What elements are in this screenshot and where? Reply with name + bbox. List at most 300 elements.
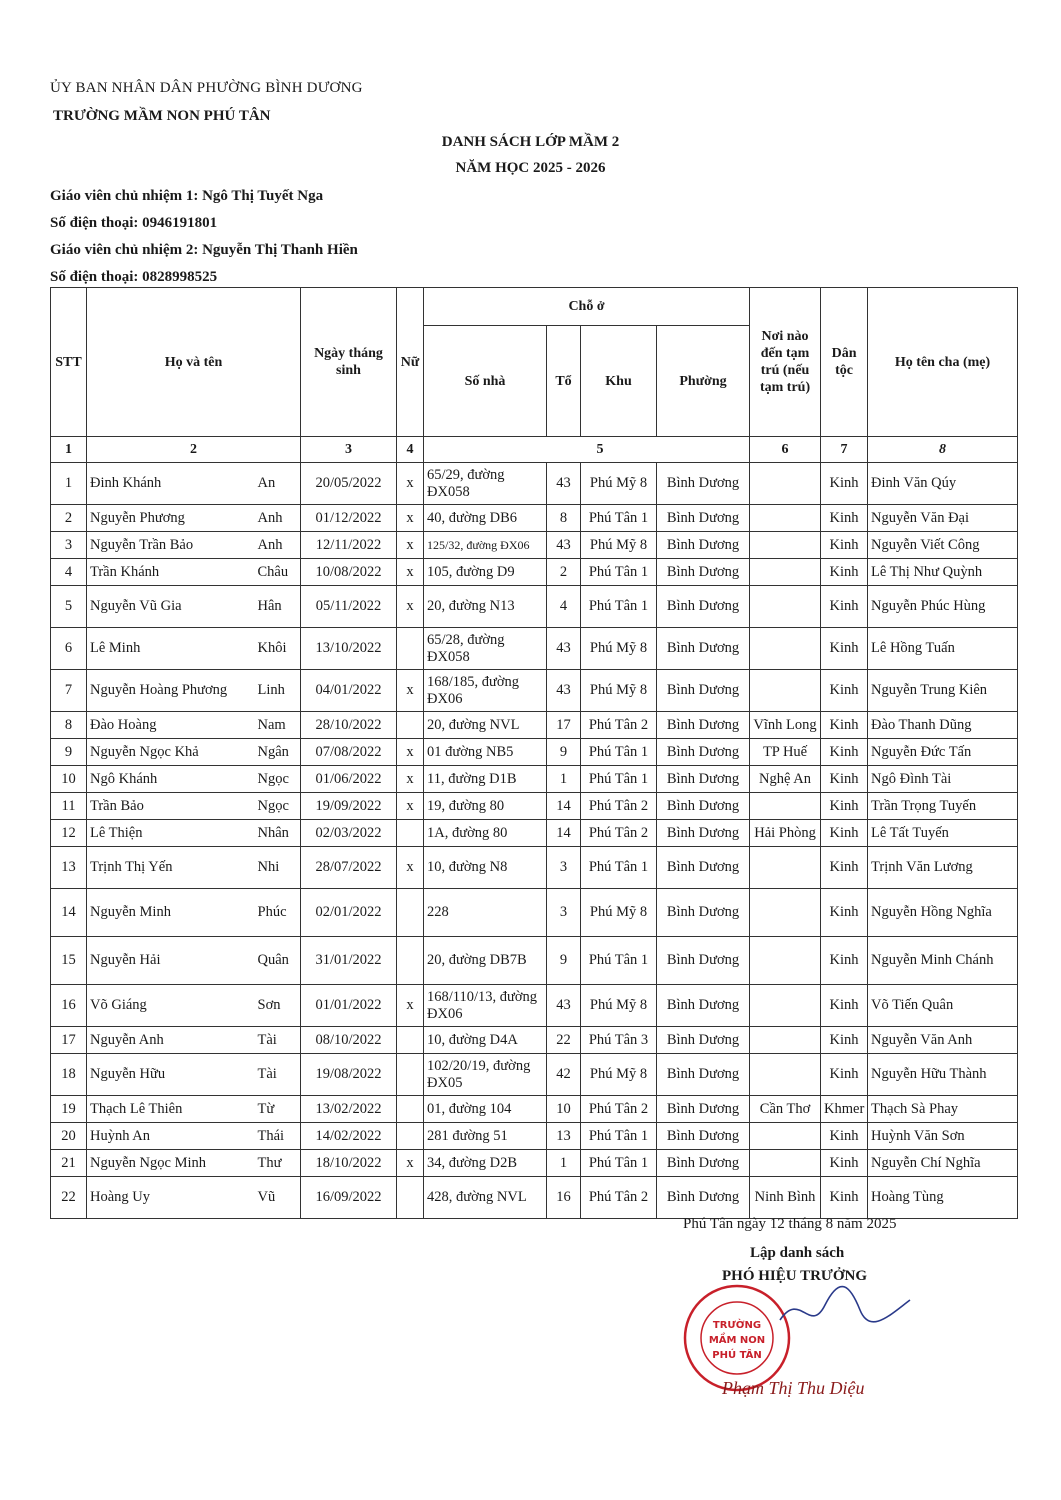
child-first-name: Ngọc bbox=[255, 793, 301, 820]
date-of-birth: 20/05/2022 bbox=[301, 463, 397, 505]
house-number: 34, đường D2B bbox=[424, 1150, 547, 1177]
row-stt: 15 bbox=[51, 937, 87, 985]
ethnicity: Kinh bbox=[821, 985, 868, 1027]
ward-name: Bình Dương bbox=[657, 1150, 750, 1177]
child-first-name: Khôi bbox=[255, 628, 301, 670]
child-first-name: Ngọc bbox=[255, 766, 301, 793]
table-row bbox=[51, 1054, 1018, 1096]
child-first-name: Nam bbox=[255, 712, 301, 739]
table-row bbox=[51, 739, 1018, 766]
header-temp-residence: Nơi nào đến tạm trú (nếu tạm trú) bbox=[750, 288, 821, 437]
house-number: 19, đường 80 bbox=[424, 793, 547, 820]
female-mark bbox=[397, 1096, 424, 1123]
col-number: 3 bbox=[301, 437, 397, 463]
date-of-birth: 04/01/2022 bbox=[301, 670, 397, 712]
table-row bbox=[51, 820, 1018, 847]
date-of-birth: 02/03/2022 bbox=[301, 820, 397, 847]
temp-residence bbox=[750, 1150, 821, 1177]
house-number: 01, đường 104 bbox=[424, 1096, 547, 1123]
house-number: 01 đường NB5 bbox=[424, 739, 547, 766]
child-last-name: Ngô Khánh bbox=[87, 766, 255, 793]
header-female: Nữ bbox=[397, 288, 424, 437]
child-first-name: Anh bbox=[255, 532, 301, 559]
svg-text:MẦM NON: MẦM NON bbox=[708, 1335, 766, 1346]
teacher-2: Giáo viên chủ nhiệm 2: Nguyễn Thị Thanh Hiền bbox=[50, 242, 358, 258]
child-first-name: Nhi bbox=[255, 847, 301, 889]
house-number: 65/29, đường ĐX058 bbox=[424, 463, 547, 505]
row-stt: 1 bbox=[51, 463, 87, 505]
row-stt: 11 bbox=[51, 793, 87, 820]
ethnicity: Kinh bbox=[821, 670, 868, 712]
table-row bbox=[51, 463, 1018, 505]
female-mark bbox=[397, 1054, 424, 1096]
area-name: Phú Mỹ 8 bbox=[581, 628, 657, 670]
row-stt: 8 bbox=[51, 712, 87, 739]
ward-name: Bình Dương bbox=[657, 463, 750, 505]
child-first-name: Linh bbox=[255, 670, 301, 712]
child-first-name: Hân bbox=[255, 586, 301, 628]
ethnicity: Khmer bbox=[821, 1096, 868, 1123]
table-body bbox=[51, 463, 1018, 1219]
ethnicity: Kinh bbox=[821, 628, 868, 670]
table-row bbox=[51, 889, 1018, 937]
ethnicity: Kinh bbox=[821, 820, 868, 847]
col-number: 7 bbox=[821, 437, 868, 463]
table-header bbox=[51, 288, 1018, 463]
child-last-name: Đinh Khánh bbox=[87, 463, 255, 505]
area-name: Phú Tân 1 bbox=[581, 766, 657, 793]
date-of-birth: 01/01/2022 bbox=[301, 985, 397, 1027]
group-number: 14 bbox=[547, 820, 581, 847]
ethnicity: Kinh bbox=[821, 793, 868, 820]
house-number: 168/110/13, đường ĐX06 bbox=[424, 985, 547, 1027]
area-name: Phú Mỹ 8 bbox=[581, 889, 657, 937]
child-last-name: Lê Thiện bbox=[87, 820, 255, 847]
date-of-birth: 16/09/2022 bbox=[301, 1177, 397, 1219]
date-of-birth: 02/01/2022 bbox=[301, 889, 397, 937]
group-number: 10 bbox=[547, 1096, 581, 1123]
date-of-birth: 08/10/2022 bbox=[301, 1027, 397, 1054]
table-row bbox=[51, 793, 1018, 820]
group-number: 14 bbox=[547, 793, 581, 820]
female-mark bbox=[397, 820, 424, 847]
child-first-name: Vũ bbox=[255, 1177, 301, 1219]
temp-residence bbox=[750, 463, 821, 505]
ethnicity: Kinh bbox=[821, 1150, 868, 1177]
house-number: 281 đường 51 bbox=[424, 1123, 547, 1150]
area-name: Phú Tân 2 bbox=[581, 820, 657, 847]
group-number: 42 bbox=[547, 1054, 581, 1096]
group-number: 2 bbox=[547, 559, 581, 586]
female-mark: x bbox=[397, 985, 424, 1027]
col-number: 8 bbox=[868, 437, 1018, 463]
area-name: Phú Tân 2 bbox=[581, 793, 657, 820]
table-row bbox=[51, 712, 1018, 739]
child-last-name: Lê Minh bbox=[87, 628, 255, 670]
group-number: 9 bbox=[547, 739, 581, 766]
col-number: 4 bbox=[397, 437, 424, 463]
house-number: 11, đường D1B bbox=[424, 766, 547, 793]
group-number: 43 bbox=[547, 985, 581, 1027]
child-first-name: Từ bbox=[255, 1096, 301, 1123]
parent-name: Nguyễn Hữu Thành bbox=[868, 1054, 1018, 1096]
child-first-name: Sơn bbox=[255, 985, 301, 1027]
child-last-name: Hoàng Uy bbox=[87, 1177, 255, 1219]
child-first-name: Quân bbox=[255, 937, 301, 985]
child-last-name: Đào Hoàng bbox=[87, 712, 255, 739]
group-number: 43 bbox=[547, 628, 581, 670]
ward-name: Bình Dương bbox=[657, 847, 750, 889]
document-title: DANH SÁCH LỚP MẦM 2 bbox=[441, 134, 620, 150]
table-row bbox=[51, 1096, 1018, 1123]
group-number: 17 bbox=[547, 712, 581, 739]
header-parent: Họ tên cha (mẹ) bbox=[868, 288, 1018, 437]
parent-name: Nguyễn Trung Kiên bbox=[868, 670, 1018, 712]
area-name: Phú Mỹ 8 bbox=[581, 463, 657, 505]
svg-text:TRƯỜNG: TRƯỜNG bbox=[712, 1320, 762, 1331]
row-stt: 3 bbox=[51, 532, 87, 559]
group-number: 3 bbox=[547, 847, 581, 889]
temp-residence bbox=[750, 1027, 821, 1054]
child-last-name: Trần Khánh bbox=[87, 559, 255, 586]
area-name: Phú Tân 2 bbox=[581, 1177, 657, 1219]
house-number: 125/32, đường ĐX06 bbox=[424, 532, 547, 559]
child-first-name: Tài bbox=[255, 1027, 301, 1054]
ward-name: Bình Dương bbox=[657, 985, 750, 1027]
temp-residence: Hải Phòng bbox=[750, 820, 821, 847]
temp-residence bbox=[750, 505, 821, 532]
row-stt: 18 bbox=[51, 1054, 87, 1096]
house-number: 1A, đường 80 bbox=[424, 820, 547, 847]
child-first-name: Châu bbox=[255, 559, 301, 586]
house-number: 428, đường NVL bbox=[424, 1177, 547, 1219]
house-number: 105, đường D9 bbox=[424, 559, 547, 586]
child-last-name: Nguyễn Ngọc Khả bbox=[87, 739, 255, 766]
date-of-birth: 28/10/2022 bbox=[301, 712, 397, 739]
child-first-name: Thái bbox=[255, 1123, 301, 1150]
row-stt: 2 bbox=[51, 505, 87, 532]
date-of-birth: 18/10/2022 bbox=[301, 1150, 397, 1177]
parent-name: Nguyễn Viết Công bbox=[868, 532, 1018, 559]
place-date: Phú Tân ngày 12 tháng 8 năm 2025 bbox=[683, 1216, 897, 1232]
group-number: 1 bbox=[547, 766, 581, 793]
table-row bbox=[51, 586, 1018, 628]
parent-name: Nguyễn Chí Nghĩa bbox=[868, 1150, 1018, 1177]
female-mark: x bbox=[397, 670, 424, 712]
temp-residence bbox=[750, 793, 821, 820]
temp-residence bbox=[750, 847, 821, 889]
header-name: Họ và tên bbox=[87, 288, 301, 437]
parent-name: Đinh Văn Qúy bbox=[868, 463, 1018, 505]
signer-name: Phạm Thị Thu Diệu bbox=[722, 1378, 865, 1398]
group-number: 9 bbox=[547, 937, 581, 985]
child-first-name: Tài bbox=[255, 1054, 301, 1096]
table-row bbox=[51, 1177, 1018, 1219]
row-stt: 17 bbox=[51, 1027, 87, 1054]
table-row bbox=[51, 628, 1018, 670]
date-of-birth: 31/01/2022 bbox=[301, 937, 397, 985]
area-name: Phú Mỹ 8 bbox=[581, 670, 657, 712]
area-name: Phú Tân 1 bbox=[581, 1150, 657, 1177]
row-stt: 16 bbox=[51, 985, 87, 1027]
parent-name: Võ Tiến Quân bbox=[868, 985, 1018, 1027]
female-mark bbox=[397, 1123, 424, 1150]
row-stt: 14 bbox=[51, 889, 87, 937]
temp-residence bbox=[750, 985, 821, 1027]
row-stt: 22 bbox=[51, 1177, 87, 1219]
area-name: Phú Tân 1 bbox=[581, 739, 657, 766]
header-stt: STT bbox=[51, 288, 87, 437]
house-number: 20, đường NVL bbox=[424, 712, 547, 739]
ethnicity: Kinh bbox=[821, 1027, 868, 1054]
ward-name: Bình Dương bbox=[657, 1054, 750, 1096]
date-of-birth: 01/12/2022 bbox=[301, 505, 397, 532]
house-number: 65/28, đường ĐX058 bbox=[424, 628, 547, 670]
house-number: 20, đường DB7B bbox=[424, 937, 547, 985]
child-last-name: Nguyễn Anh bbox=[87, 1027, 255, 1054]
phone-1: Số điện thoại: 0946191801 bbox=[50, 215, 218, 231]
parent-name: Trịnh Văn Lương bbox=[868, 847, 1018, 889]
ethnicity: Kinh bbox=[821, 559, 868, 586]
temp-residence: Nghệ An bbox=[750, 766, 821, 793]
child-last-name: Trần Bảo bbox=[87, 793, 255, 820]
area-name: Phú Tân 1 bbox=[581, 847, 657, 889]
temp-residence bbox=[750, 586, 821, 628]
ward-name: Bình Dương bbox=[657, 766, 750, 793]
temp-residence: Cần Thơ bbox=[750, 1096, 821, 1123]
area-name: Phú Tân 1 bbox=[581, 937, 657, 985]
parent-name: Đào Thanh Dũng bbox=[868, 712, 1018, 739]
date-of-birth: 28/07/2022 bbox=[301, 847, 397, 889]
group-number: 43 bbox=[547, 670, 581, 712]
ethnicity: Kinh bbox=[821, 1177, 868, 1219]
child-last-name: Nguyễn Vũ Gia bbox=[87, 586, 255, 628]
org-line-1: ỦY BAN NHÂN DÂN PHƯỜNG BÌNH DƯƠNG bbox=[50, 80, 363, 96]
ward-name: Bình Dương bbox=[657, 712, 750, 739]
group-number: 13 bbox=[547, 1123, 581, 1150]
parent-name: Nguyễn Minh Chánh bbox=[868, 937, 1018, 985]
temp-residence: Ninh Bình bbox=[750, 1177, 821, 1219]
ward-name: Bình Dương bbox=[657, 505, 750, 532]
ward-name: Bình Dương bbox=[657, 1177, 750, 1219]
row-stt: 19 bbox=[51, 1096, 87, 1123]
date-of-birth: 07/08/2022 bbox=[301, 739, 397, 766]
ethnicity: Kinh bbox=[821, 766, 868, 793]
date-of-birth: 14/02/2022 bbox=[301, 1123, 397, 1150]
house-number: 102/20/19, đường ĐX05 bbox=[424, 1054, 547, 1096]
ethnicity: Kinh bbox=[821, 937, 868, 985]
temp-residence bbox=[750, 937, 821, 985]
ward-name: Bình Dương bbox=[657, 559, 750, 586]
parent-name: Nguyễn Văn Anh bbox=[868, 1027, 1018, 1054]
parent-name: Hoàng Tùng bbox=[868, 1177, 1018, 1219]
temp-residence: TP Huế bbox=[750, 739, 821, 766]
parent-name: Thạch Sà Phay bbox=[868, 1096, 1018, 1123]
house-number: 40, đường DB6 bbox=[424, 505, 547, 532]
female-mark: x bbox=[397, 793, 424, 820]
temp-residence bbox=[750, 1054, 821, 1096]
table-row bbox=[51, 532, 1018, 559]
female-mark bbox=[397, 889, 424, 937]
table-row bbox=[51, 847, 1018, 889]
date-of-birth: 19/08/2022 bbox=[301, 1054, 397, 1096]
female-mark: x bbox=[397, 739, 424, 766]
area-name: Phú Tân 3 bbox=[581, 1027, 657, 1054]
row-stt: 13 bbox=[51, 847, 87, 889]
table-row bbox=[51, 1123, 1018, 1150]
ward-name: Bình Dương bbox=[657, 739, 750, 766]
female-mark: x bbox=[397, 505, 424, 532]
parent-name: Nguyễn Văn Đại bbox=[868, 505, 1018, 532]
temp-residence: Vĩnh Long bbox=[750, 712, 821, 739]
child-last-name: Võ Giáng bbox=[87, 985, 255, 1027]
header-dob: Ngày tháng sinh bbox=[301, 288, 397, 437]
temp-residence bbox=[750, 670, 821, 712]
table-row bbox=[51, 505, 1018, 532]
parent-name: Nguyễn Đức Tấn bbox=[868, 739, 1018, 766]
ward-name: Bình Dương bbox=[657, 1123, 750, 1150]
date-of-birth: 13/10/2022 bbox=[301, 628, 397, 670]
ward-name: Bình Dương bbox=[657, 820, 750, 847]
child-last-name: Nguyễn Minh bbox=[87, 889, 255, 937]
parent-name: Lê Hồng Tuấn bbox=[868, 628, 1018, 670]
area-name: Phú Tân 2 bbox=[581, 712, 657, 739]
row-stt: 20 bbox=[51, 1123, 87, 1150]
ward-name: Bình Dương bbox=[657, 628, 750, 670]
child-last-name: Nguyễn Hoàng Phương bbox=[87, 670, 255, 712]
col-number: 5 bbox=[424, 437, 750, 463]
female-mark bbox=[397, 628, 424, 670]
female-mark: x bbox=[397, 559, 424, 586]
female-mark: x bbox=[397, 532, 424, 559]
temp-residence bbox=[750, 1123, 821, 1150]
row-stt: 4 bbox=[51, 559, 87, 586]
temp-residence bbox=[750, 559, 821, 586]
ethnicity: Kinh bbox=[821, 463, 868, 505]
ethnicity: Kinh bbox=[821, 505, 868, 532]
parent-name: Huỳnh Văn Sơn bbox=[868, 1123, 1018, 1150]
ward-name: Bình Dương bbox=[657, 586, 750, 628]
area-name: Phú Mỹ 8 bbox=[581, 985, 657, 1027]
child-last-name: Nguyễn Hải bbox=[87, 937, 255, 985]
ethnicity: Kinh bbox=[821, 1054, 868, 1096]
area-name: Phú Mỹ 8 bbox=[581, 1054, 657, 1096]
parent-name: Trần Trọng Tuyến bbox=[868, 793, 1018, 820]
class-roster-table bbox=[50, 287, 1018, 1219]
ethnicity: Kinh bbox=[821, 532, 868, 559]
group-number: 43 bbox=[547, 532, 581, 559]
house-number: 20, đường N13 bbox=[424, 586, 547, 628]
child-first-name: Nhân bbox=[255, 820, 301, 847]
group-number: 1 bbox=[547, 1150, 581, 1177]
row-stt: 6 bbox=[51, 628, 87, 670]
ward-name: Bình Dương bbox=[657, 670, 750, 712]
child-first-name: Ngân bbox=[255, 739, 301, 766]
parent-name: Lê Thị Như Quỳnh bbox=[868, 559, 1018, 586]
ethnicity: Kinh bbox=[821, 586, 868, 628]
group-number: 16 bbox=[547, 1177, 581, 1219]
child-first-name: Anh bbox=[255, 505, 301, 532]
table-row bbox=[51, 559, 1018, 586]
row-stt: 10 bbox=[51, 766, 87, 793]
area-name: Phú Tân 1 bbox=[581, 559, 657, 586]
header-ethnic: Dân tộc bbox=[821, 288, 868, 437]
child-last-name: Nguyễn Ngọc Minh bbox=[87, 1150, 255, 1177]
female-mark bbox=[397, 1177, 424, 1219]
female-mark: x bbox=[397, 463, 424, 505]
table-row bbox=[51, 985, 1018, 1027]
house-number: 228 bbox=[424, 889, 547, 937]
child-last-name: Nguyễn Hữu bbox=[87, 1054, 255, 1096]
temp-residence bbox=[750, 532, 821, 559]
female-mark bbox=[397, 1027, 424, 1054]
child-last-name: Nguyễn Trần Bảo bbox=[87, 532, 255, 559]
signer-position: PHÓ HIỆU TRƯỞNG bbox=[722, 1268, 868, 1284]
parent-name: Nguyễn Phúc Hùng bbox=[868, 586, 1018, 628]
ward-name: Bình Dương bbox=[657, 889, 750, 937]
table-row bbox=[51, 937, 1018, 985]
area-name: Phú Tân 1 bbox=[581, 505, 657, 532]
female-mark bbox=[397, 712, 424, 739]
female-mark: x bbox=[397, 766, 424, 793]
temp-residence bbox=[750, 889, 821, 937]
parent-name: Nguyễn Hồng Nghĩa bbox=[868, 889, 1018, 937]
ethnicity: Kinh bbox=[821, 1123, 868, 1150]
group-number: 22 bbox=[547, 1027, 581, 1054]
female-mark bbox=[397, 937, 424, 985]
header-ward: Phường bbox=[657, 326, 750, 437]
table-row bbox=[51, 1150, 1018, 1177]
teacher-1: Giáo viên chủ nhiệm 1: Ngô Thị Tuyết Nga bbox=[50, 188, 324, 204]
ethnicity: Kinh bbox=[821, 739, 868, 766]
ethnicity: Kinh bbox=[821, 889, 868, 937]
house-number: 10, đường N8 bbox=[424, 847, 547, 889]
temp-residence bbox=[750, 628, 821, 670]
date-of-birth: 13/02/2022 bbox=[301, 1096, 397, 1123]
column-number-row bbox=[51, 437, 1018, 463]
ward-name: Bình Dương bbox=[657, 937, 750, 985]
org-line-2: TRƯỜNG MẦM NON PHÚ TÂN bbox=[53, 108, 271, 124]
ethnicity: Kinh bbox=[821, 847, 868, 889]
header-house: Số nhà bbox=[424, 326, 547, 437]
group-number: 8 bbox=[547, 505, 581, 532]
house-number: 168/185, đường ĐX06 bbox=[424, 670, 547, 712]
parent-name: Ngô Đình Tài bbox=[868, 766, 1018, 793]
area-name: Phú Tân 2 bbox=[581, 1096, 657, 1123]
ward-name: Bình Dương bbox=[657, 1096, 750, 1123]
col-number: 2 bbox=[87, 437, 301, 463]
table-row bbox=[51, 766, 1018, 793]
house-number: 10, đường D4A bbox=[424, 1027, 547, 1054]
female-mark: x bbox=[397, 847, 424, 889]
date-of-birth: 01/06/2022 bbox=[301, 766, 397, 793]
date-of-birth: 12/11/2022 bbox=[301, 532, 397, 559]
row-stt: 5 bbox=[51, 586, 87, 628]
female-mark: x bbox=[397, 1150, 424, 1177]
child-first-name: An bbox=[255, 463, 301, 505]
parent-name: Lê Tất Tuyến bbox=[868, 820, 1018, 847]
prepared-by: Lập danh sách bbox=[750, 1245, 845, 1261]
ward-name: Bình Dương bbox=[657, 532, 750, 559]
child-last-name: Nguyễn Phương bbox=[87, 505, 255, 532]
row-stt: 21 bbox=[51, 1150, 87, 1177]
ward-name: Bình Dương bbox=[657, 793, 750, 820]
female-mark: x bbox=[397, 586, 424, 628]
signature-mark bbox=[770, 1280, 920, 1340]
child-last-name: Thạch Lê Thiên bbox=[87, 1096, 255, 1123]
ward-name: Bình Dương bbox=[657, 1027, 750, 1054]
phone-2: Số điện thoại: 0828998525 bbox=[50, 269, 218, 285]
